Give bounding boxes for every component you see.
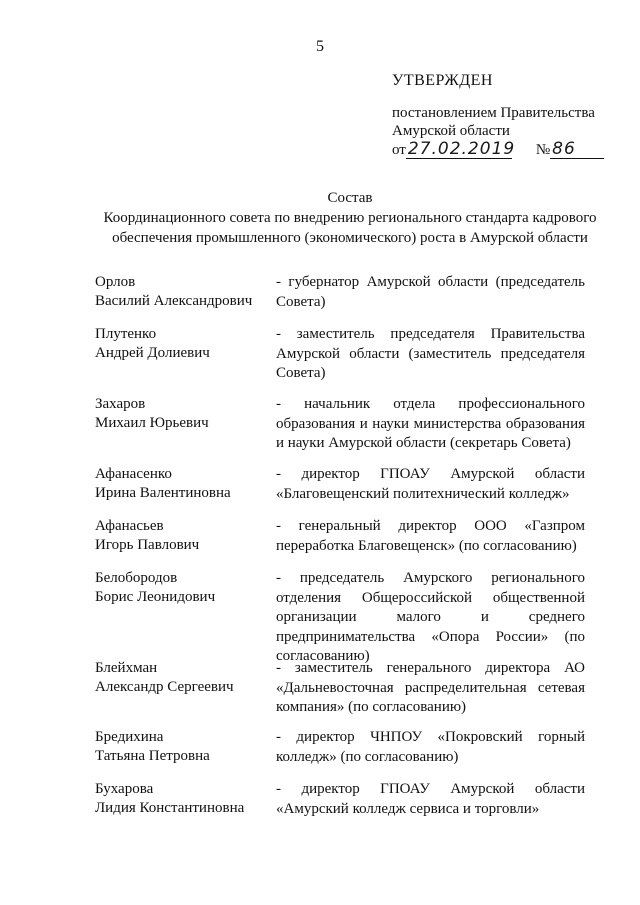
member-role: - председатель Амурского регионального отделения Общероссийской общественной организации малого и среднего предпринимательства «Опора России» (по согласованию) (276, 570, 585, 664)
member-given-names: Василий Александрович (95, 293, 253, 309)
date-prefix: от (392, 142, 406, 158)
member-surname: Афанасенко (95, 466, 172, 482)
member-name (95, 569, 270, 607)
member-given-names: Андрей Долиевич (95, 345, 210, 361)
title-line-2: Координационного совета по внедрению регионального стандарта кадрового (103, 210, 597, 226)
member-surname: Орлов (95, 274, 136, 290)
handwritten-number: 86 (550, 140, 604, 159)
approved-heading: УТВЕРЖДЕН (392, 72, 493, 89)
number-prefix: № (535, 142, 551, 158)
approval-date-number-line (392, 140, 622, 159)
member-surname: Захаров (95, 396, 146, 412)
member-role: - заместитель председателя Правительства Амурской области (заместитель председателя Совета) (276, 326, 585, 381)
member-role: - заместитель генерального директора АО «Дальневосточная распределительная сетевая компания» (по согласованию) (276, 660, 585, 715)
member-given-names: Ирина Валентиновна (95, 485, 231, 501)
member-given-names: Борис Леонидович (95, 589, 216, 605)
member-name (95, 325, 270, 363)
member-name (95, 395, 270, 433)
member-given-names: Татьяна Петровна (95, 748, 210, 764)
member-surname: Бухарова (95, 781, 154, 797)
member-role: - директор ЧНПОУ «Покровский горный колледж» (по согласованию) (276, 729, 585, 765)
member-given-names: Александр Сергеевич (95, 679, 234, 695)
member-surname: Бредихина (95, 729, 164, 745)
member-name (95, 273, 270, 311)
member-role: - генеральный директор ООО «Газпром переработка Благовещенск» (по согласованию) (276, 518, 585, 554)
approval-line-2: Амурской области (392, 123, 510, 139)
member-surname: Белобородов (95, 570, 178, 586)
approval-line-1: постановлением Правительства (392, 105, 595, 121)
member-name (95, 659, 270, 697)
member-name (95, 728, 270, 766)
member-name (95, 517, 270, 555)
member-name (95, 465, 270, 503)
title-line-3: обеспечения промышленного (экономического) роста в Амурской области (112, 230, 588, 246)
member-name (95, 780, 270, 818)
member-surname: Афанасьев (95, 518, 164, 534)
member-role: - директор ГПОАУ Амурской области «Благовещенский политехнический колледж» (276, 466, 585, 502)
member-role: - директор ГПОАУ Амурской области «Амурский колледж сервиса и торговли» (276, 781, 585, 817)
member-given-names: Михаил Юрьевич (95, 415, 209, 431)
document-title (60, 188, 640, 248)
page-number: 5 (316, 38, 324, 55)
handwritten-date: 27.02.2019 (407, 139, 516, 159)
member-surname: Блейхман (95, 660, 158, 676)
member-role: - губернатор Амурской области (председатель Совета) (276, 274, 585, 310)
member-role: - начальник отдела профессионального образования и науки министерства образования и науки Амурской области (секретарь Совета) (276, 396, 585, 451)
member-surname: Плутенко (95, 326, 157, 342)
approval-block (392, 72, 622, 159)
member-given-names: Лидия Константиновна (95, 800, 245, 816)
title-line-1: Состав (327, 190, 373, 206)
member-given-names: Игорь Павлович (95, 537, 200, 553)
